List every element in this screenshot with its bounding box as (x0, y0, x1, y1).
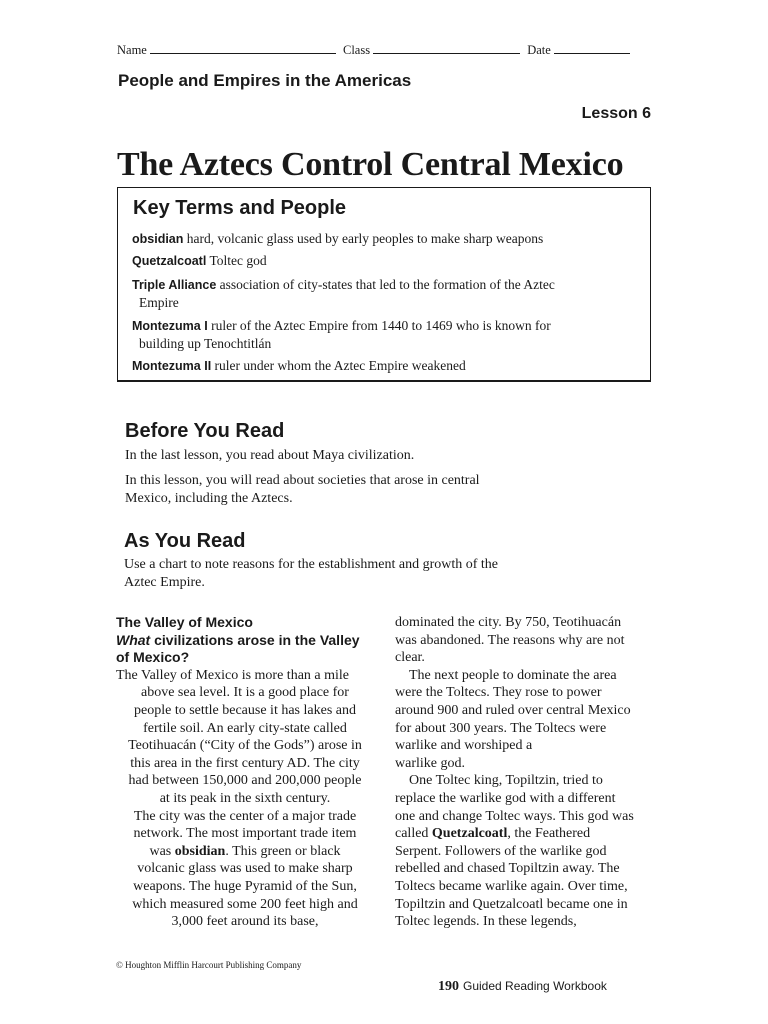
text-line: rebelled and chased Topiltzin away. The (395, 861, 620, 877)
term-definition: hard, volcanic glass used by early peoples to make sharp weapons (186, 231, 544, 246)
text-line: One Toltec king, Topiltzin, tried to (409, 773, 603, 789)
text-line: above sea level. It is a good place for (141, 685, 349, 701)
name-blank[interactable] (150, 42, 336, 54)
text-line: In this lesson, you will read about societies that arose in central (125, 473, 480, 488)
text-line: around 900 and ruled over central Mexico (395, 702, 631, 718)
text-line: fertile soil. An early city-state called (143, 720, 347, 736)
left-column (116, 614, 374, 931)
term-definition-continued: building up Tenochtitlán (139, 336, 272, 351)
key-term-highlight: Quetzalcoatl (431, 826, 508, 842)
term-label: Quetzalcoatl (132, 254, 207, 268)
text-line: The Valley of Mexico is more than a mile (116, 667, 350, 683)
text-line: Topiltzin and Quetzalcoatl became one in (395, 896, 628, 912)
workbook-title: Guided Reading Workbook (463, 979, 607, 993)
question-text: civilizations arose in the Valley (150, 631, 360, 648)
term-label: obsidian (132, 232, 184, 246)
section-question (116, 632, 374, 650)
text-line: this area in the first century AD. The city (130, 755, 360, 771)
class-label: Class (342, 43, 371, 57)
key-terms-heading: Key Terms and People (133, 197, 347, 219)
text-line: The city was the center of a major trade (133, 808, 357, 824)
date-blank[interactable] (554, 42, 630, 54)
class-blank[interactable] (373, 42, 520, 54)
term-label: Montezuma I (132, 319, 208, 333)
term-label: Triple Alliance (132, 278, 217, 292)
key-term-montezuma-i (132, 317, 602, 352)
text-line: Toltecs became warlike again. Over time, (395, 878, 628, 894)
copyright-notice: © Houghton Mifflin Harcourt Publishing Company (116, 960, 302, 970)
key-term-triple-alliance (132, 276, 602, 311)
term-definition: ruler under whom the Aztec Empire weakened (214, 358, 466, 373)
key-terms-box (117, 187, 651, 382)
text-line: network. The most important trade item (133, 826, 357, 842)
text-line: replace the warlike god with a different (395, 790, 616, 806)
as-you-read-text (124, 556, 524, 592)
key-term-quetzalcoatl (132, 252, 602, 270)
key-term-obsidian (132, 230, 602, 248)
text-line: Serpent. Followers of the warlike god (395, 843, 607, 859)
text-line: one and change Toltec ways. This god was (395, 808, 634, 824)
text-fragment: called (395, 826, 432, 842)
right-column (395, 614, 657, 931)
date-label: Date (527, 43, 551, 57)
term-definition: Toltec god (209, 253, 267, 268)
before-you-read-heading: Before You Read (125, 420, 285, 442)
page-footer (438, 977, 607, 995)
section-question-continued: of Mexico? (116, 649, 190, 666)
page-title: The Aztecs Control Central Mexico (117, 146, 624, 183)
page-number: 190 (438, 979, 459, 994)
text-line: warlike god. (395, 755, 465, 771)
term-definition-continued: Empire (139, 295, 179, 310)
text-line: people to settle because it has lakes and (134, 702, 356, 718)
text-line: Mexico, including the Aztecs. (125, 491, 293, 506)
question-emphasis: What (116, 631, 151, 648)
term-label: Montezuma II (132, 359, 212, 373)
text-line: had between 150,000 and 200,000 people (128, 773, 362, 789)
text-line (116, 843, 374, 861)
text-line: volcanic glass was used to make sharp (137, 861, 353, 877)
text-line: Aztec Empire. (124, 575, 205, 590)
text-line: Toltec legends. In these legends, (395, 914, 577, 930)
term-definition: ruler of the Aztec Empire from 1440 to 1469 who is known for (211, 318, 551, 333)
text-line: at its peak in the sixth century. (159, 790, 331, 806)
before-you-read-p1: In the last lesson, you read about Maya civilization. (125, 448, 415, 463)
term-definition: association of city-states that led to the formation of the Aztec (219, 277, 555, 292)
text-line: Teotihuacán (“City of the Gods”) arose in (128, 738, 362, 754)
text-line: warlike and worshiped a (395, 738, 533, 754)
as-you-read-heading: As You Read (124, 530, 246, 552)
text-line: for about 300 years. The Toltecs were (395, 720, 607, 736)
before-you-read-p2 (125, 472, 525, 508)
text-line: weapons. The huge Pyramid of the Sun, (133, 878, 357, 894)
text-fragment: . This green or black (225, 843, 341, 859)
text-line: 3,000 feet around its base, (171, 914, 319, 930)
student-info-line (117, 42, 634, 58)
unit-title: People and Empires in the Americas (118, 71, 412, 90)
section-heading: The Valley of Mexico (116, 614, 253, 630)
text-line: Use a chart to note reasons for the establishment and growth of the (124, 557, 499, 572)
name-label: Name (117, 43, 147, 57)
text-line: which measured some 200 feet high and (132, 896, 358, 912)
text-line: were the Toltecs. They rose to power (395, 685, 602, 701)
text-line (395, 825, 657, 843)
text-line: clear. (395, 650, 425, 666)
text-line: was abandoned. The reasons why are not (395, 632, 625, 648)
lesson-label: Lesson 6 (581, 105, 651, 122)
text-fragment: was (149, 843, 175, 859)
text-fragment: , the Feathered (507, 826, 591, 842)
key-term-montezuma-ii (132, 357, 602, 375)
text-line: dominated the city. By 750, Teotihuacán (395, 615, 622, 630)
key-term-highlight: obsidian (174, 843, 226, 859)
text-line: The next people to dominate the area (409, 667, 617, 683)
